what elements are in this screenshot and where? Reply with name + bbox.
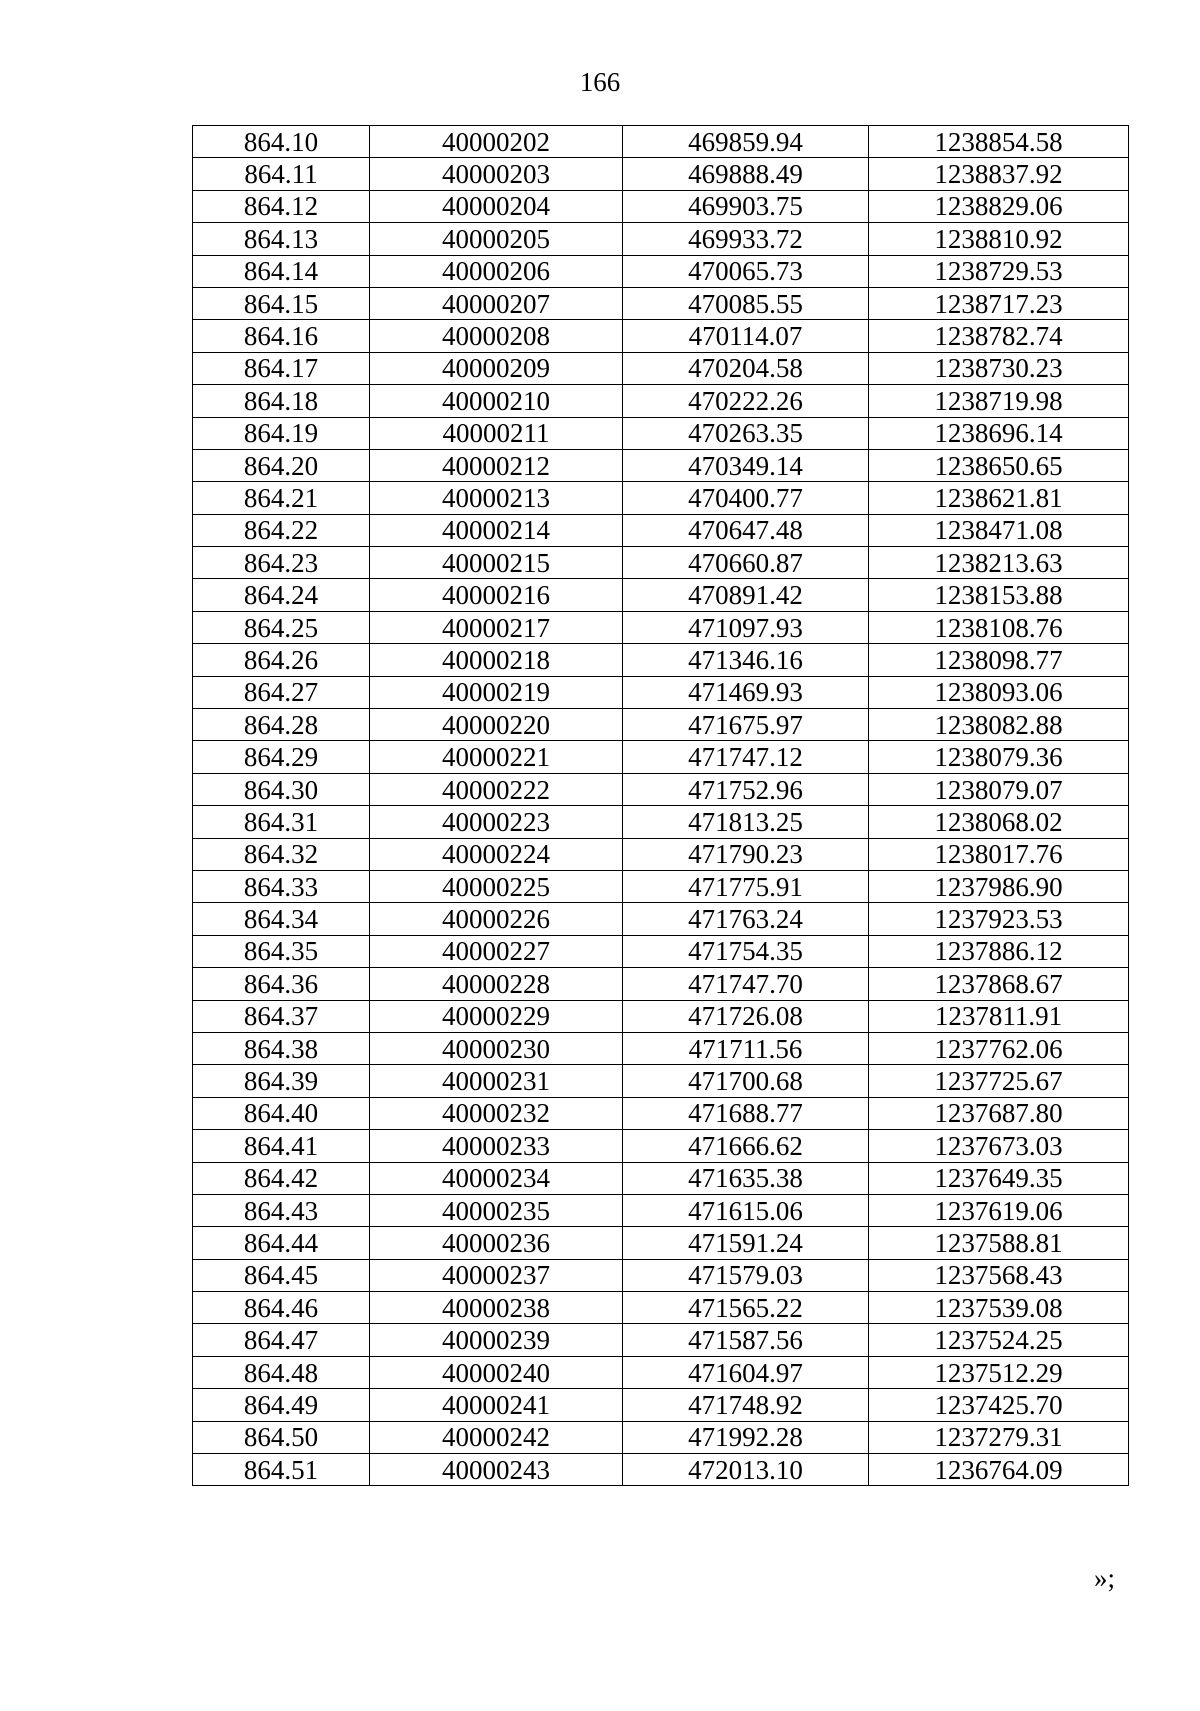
point-id-cell: 40000223 (370, 806, 623, 838)
table-row (193, 579, 1129, 611)
point-number-cell: 864.17 (193, 352, 370, 384)
point-number-cell: 864.18 (193, 385, 370, 417)
table-row (193, 1130, 1129, 1162)
point-number-cell: 864.24 (193, 579, 370, 611)
x-coordinate-cell: 471813.25 (623, 806, 869, 838)
x-coordinate-cell: 470065.73 (623, 255, 869, 287)
y-coordinate-cell: 1237762.06 (869, 1032, 1129, 1064)
table-row (193, 611, 1129, 643)
table-row (193, 903, 1129, 935)
y-coordinate-cell: 1238717.23 (869, 287, 1129, 319)
point-id-cell: 40000214 (370, 514, 623, 546)
point-number-cell: 864.19 (193, 417, 370, 449)
x-coordinate-cell: 470204.58 (623, 352, 869, 384)
point-number-cell: 864.30 (193, 773, 370, 805)
x-coordinate-cell: 471469.93 (623, 676, 869, 708)
x-coordinate-cell: 471591.24 (623, 1227, 869, 1259)
x-coordinate-cell: 471711.56 (623, 1032, 869, 1064)
point-number-cell: 864.48 (193, 1356, 370, 1388)
x-coordinate-cell: 471726.08 (623, 1000, 869, 1032)
x-coordinate-cell: 469903.75 (623, 190, 869, 222)
table-row (193, 352, 1129, 384)
y-coordinate-cell: 1238837.92 (869, 158, 1129, 190)
point-number-cell: 864.51 (193, 1454, 370, 1486)
point-id-cell: 40000212 (370, 449, 623, 481)
table-row (193, 1000, 1129, 1032)
y-coordinate-cell: 1237539.08 (869, 1292, 1129, 1324)
point-number-cell: 864.12 (193, 190, 370, 222)
y-coordinate-cell: 1237588.81 (869, 1227, 1129, 1259)
point-number-cell: 864.26 (193, 644, 370, 676)
x-coordinate-cell: 470400.77 (623, 482, 869, 514)
point-number-cell: 864.43 (193, 1194, 370, 1226)
x-coordinate-cell: 471579.03 (623, 1259, 869, 1291)
y-coordinate-cell: 1237923.53 (869, 903, 1129, 935)
table-row (193, 1421, 1129, 1453)
point-id-cell: 40000238 (370, 1292, 623, 1324)
point-number-cell: 864.46 (193, 1292, 370, 1324)
point-id-cell: 40000220 (370, 709, 623, 741)
point-number-cell: 864.49 (193, 1389, 370, 1421)
y-coordinate-cell: 1238079.36 (869, 741, 1129, 773)
x-coordinate-cell: 471635.38 (623, 1162, 869, 1194)
point-number-cell: 864.37 (193, 1000, 370, 1032)
table-row (193, 514, 1129, 546)
point-number-cell: 864.16 (193, 320, 370, 352)
x-coordinate-cell: 470114.07 (623, 320, 869, 352)
point-number-cell: 864.20 (193, 449, 370, 481)
y-coordinate-cell: 1238719.98 (869, 385, 1129, 417)
table-row (193, 1292, 1129, 1324)
point-number-cell: 864.44 (193, 1227, 370, 1259)
table-row (193, 773, 1129, 805)
point-id-cell: 40000222 (370, 773, 623, 805)
table-row (193, 806, 1129, 838)
x-coordinate-cell: 470263.35 (623, 417, 869, 449)
page-number: 166 (579, 67, 621, 97)
x-coordinate-cell: 470222.26 (623, 385, 869, 417)
table-row (193, 255, 1129, 287)
x-coordinate-cell: 471747.12 (623, 741, 869, 773)
table-row (193, 676, 1129, 708)
point-id-cell: 40000225 (370, 870, 623, 902)
point-number-cell: 864.39 (193, 1065, 370, 1097)
x-coordinate-cell: 469888.49 (623, 158, 869, 190)
table-row (193, 482, 1129, 514)
y-coordinate-cell: 1237687.80 (869, 1097, 1129, 1129)
point-number-cell: 864.22 (193, 514, 370, 546)
point-id-cell: 40000203 (370, 158, 623, 190)
y-coordinate-cell: 1238471.08 (869, 514, 1129, 546)
y-coordinate-cell: 1238650.65 (869, 449, 1129, 481)
x-coordinate-cell: 469933.72 (623, 223, 869, 255)
x-coordinate-cell: 470660.87 (623, 547, 869, 579)
point-id-cell: 40000202 (370, 126, 623, 158)
point-id-cell: 40000241 (370, 1389, 623, 1421)
table-row (193, 935, 1129, 967)
y-coordinate-cell: 1237279.31 (869, 1421, 1129, 1453)
closing-quote-mark: »; (1094, 1563, 1116, 1593)
point-id-cell: 40000219 (370, 676, 623, 708)
x-coordinate-cell: 471992.28 (623, 1421, 869, 1453)
table-row (193, 385, 1129, 417)
x-coordinate-cell: 471700.68 (623, 1065, 869, 1097)
table-row (193, 158, 1129, 190)
table-row (193, 223, 1129, 255)
point-id-cell: 40000234 (370, 1162, 623, 1194)
point-number-cell: 864.42 (193, 1162, 370, 1194)
x-coordinate-cell: 471752.96 (623, 773, 869, 805)
point-id-cell: 40000208 (370, 320, 623, 352)
y-coordinate-cell: 1238017.76 (869, 838, 1129, 870)
point-number-cell: 864.40 (193, 1097, 370, 1129)
point-id-cell: 40000237 (370, 1259, 623, 1291)
point-id-cell: 40000243 (370, 1454, 623, 1486)
table-row (193, 1259, 1129, 1291)
point-id-cell: 40000217 (370, 611, 623, 643)
table-row (193, 968, 1129, 1000)
y-coordinate-cell: 1238854.58 (869, 126, 1129, 158)
point-number-cell: 864.41 (193, 1130, 370, 1162)
point-number-cell: 864.10 (193, 126, 370, 158)
x-coordinate-cell: 471565.22 (623, 1292, 869, 1324)
point-number-cell: 864.27 (193, 676, 370, 708)
point-id-cell: 40000213 (370, 482, 623, 514)
table-row (193, 1324, 1129, 1356)
point-id-cell: 40000216 (370, 579, 623, 611)
y-coordinate-cell: 1237568.43 (869, 1259, 1129, 1291)
x-coordinate-cell: 471775.91 (623, 870, 869, 902)
point-number-cell: 864.50 (193, 1421, 370, 1453)
coordinates-table (192, 125, 1129, 1486)
table-row (193, 1454, 1129, 1486)
x-coordinate-cell: 471754.35 (623, 935, 869, 967)
table-row (193, 190, 1129, 222)
table-row (193, 287, 1129, 319)
table-row (193, 1356, 1129, 1388)
table-row (193, 1194, 1129, 1226)
x-coordinate-cell: 472013.10 (623, 1454, 869, 1486)
point-id-cell: 40000235 (370, 1194, 623, 1226)
point-id-cell: 40000226 (370, 903, 623, 935)
point-number-cell: 864.15 (193, 287, 370, 319)
x-coordinate-cell: 471763.24 (623, 903, 869, 935)
point-number-cell: 864.38 (193, 1032, 370, 1064)
table-row (193, 1389, 1129, 1421)
point-number-cell: 864.32 (193, 838, 370, 870)
point-id-cell: 40000209 (370, 352, 623, 384)
x-coordinate-cell: 470891.42 (623, 579, 869, 611)
x-coordinate-cell: 471666.62 (623, 1130, 869, 1162)
x-coordinate-cell: 471587.56 (623, 1324, 869, 1356)
x-coordinate-cell: 471748.92 (623, 1389, 869, 1421)
x-coordinate-cell: 471097.93 (623, 611, 869, 643)
point-number-cell: 864.31 (193, 806, 370, 838)
point-id-cell: 40000204 (370, 190, 623, 222)
y-coordinate-cell: 1237868.67 (869, 968, 1129, 1000)
y-coordinate-cell: 1237811.91 (869, 1000, 1129, 1032)
point-number-cell: 864.35 (193, 935, 370, 967)
point-number-cell: 864.34 (193, 903, 370, 935)
point-number-cell: 864.47 (193, 1324, 370, 1356)
point-number-cell: 864.36 (193, 968, 370, 1000)
table-row (193, 1097, 1129, 1129)
point-id-cell: 40000229 (370, 1000, 623, 1032)
point-number-cell: 864.28 (193, 709, 370, 741)
point-id-cell: 40000205 (370, 223, 623, 255)
y-coordinate-cell: 1238093.06 (869, 676, 1129, 708)
point-id-cell: 40000227 (370, 935, 623, 967)
x-coordinate-cell: 471615.06 (623, 1194, 869, 1226)
x-coordinate-cell: 471604.97 (623, 1356, 869, 1388)
y-coordinate-cell: 1238213.63 (869, 547, 1129, 579)
point-number-cell: 864.33 (193, 870, 370, 902)
table-row (193, 1065, 1129, 1097)
point-id-cell: 40000233 (370, 1130, 623, 1162)
x-coordinate-cell: 471346.16 (623, 644, 869, 676)
point-id-cell: 40000231 (370, 1065, 623, 1097)
y-coordinate-cell: 1238810.92 (869, 223, 1129, 255)
table-row (193, 1032, 1129, 1064)
point-id-cell: 40000228 (370, 968, 623, 1000)
table-row (193, 449, 1129, 481)
point-number-cell: 864.14 (193, 255, 370, 287)
x-coordinate-cell: 471688.77 (623, 1097, 869, 1129)
point-id-cell: 40000221 (370, 741, 623, 773)
table-row (193, 320, 1129, 352)
y-coordinate-cell: 1238829.06 (869, 190, 1129, 222)
table-row (193, 870, 1129, 902)
y-coordinate-cell: 1238082.88 (869, 709, 1129, 741)
y-coordinate-cell: 1237649.35 (869, 1162, 1129, 1194)
x-coordinate-cell: 470085.55 (623, 287, 869, 319)
coordinates-table-body (193, 126, 1129, 1486)
y-coordinate-cell: 1238782.74 (869, 320, 1129, 352)
x-coordinate-cell: 470349.14 (623, 449, 869, 481)
y-coordinate-cell: 1238729.53 (869, 255, 1129, 287)
y-coordinate-cell: 1238730.23 (869, 352, 1129, 384)
point-id-cell: 40000206 (370, 255, 623, 287)
point-number-cell: 864.45 (193, 1259, 370, 1291)
point-id-cell: 40000242 (370, 1421, 623, 1453)
point-id-cell: 40000239 (370, 1324, 623, 1356)
table-row (193, 547, 1129, 579)
y-coordinate-cell: 1238079.07 (869, 773, 1129, 805)
point-id-cell: 40000210 (370, 385, 623, 417)
point-id-cell: 40000211 (370, 417, 623, 449)
y-coordinate-cell: 1237524.25 (869, 1324, 1129, 1356)
x-coordinate-cell: 471747.70 (623, 968, 869, 1000)
table-row (193, 417, 1129, 449)
point-id-cell: 40000207 (370, 287, 623, 319)
y-coordinate-cell: 1238153.88 (869, 579, 1129, 611)
y-coordinate-cell: 1237886.12 (869, 935, 1129, 967)
y-coordinate-cell: 1237725.67 (869, 1065, 1129, 1097)
y-coordinate-cell: 1238098.77 (869, 644, 1129, 676)
point-number-cell: 864.29 (193, 741, 370, 773)
x-coordinate-cell: 471790.23 (623, 838, 869, 870)
point-number-cell: 864.21 (193, 482, 370, 514)
y-coordinate-cell: 1238108.76 (869, 611, 1129, 643)
point-id-cell: 40000240 (370, 1356, 623, 1388)
point-id-cell: 40000218 (370, 644, 623, 676)
point-id-cell: 40000230 (370, 1032, 623, 1064)
y-coordinate-cell: 1238621.81 (869, 482, 1129, 514)
table-row (193, 1227, 1129, 1259)
x-coordinate-cell: 471675.97 (623, 709, 869, 741)
y-coordinate-cell: 1238068.02 (869, 806, 1129, 838)
y-coordinate-cell: 1237673.03 (869, 1130, 1129, 1162)
point-number-cell: 864.23 (193, 547, 370, 579)
y-coordinate-cell: 1238696.14 (869, 417, 1129, 449)
table-row (193, 644, 1129, 676)
x-coordinate-cell: 469859.94 (623, 126, 869, 158)
point-id-cell: 40000215 (370, 547, 623, 579)
point-number-cell: 864.13 (193, 223, 370, 255)
y-coordinate-cell: 1236764.09 (869, 1454, 1129, 1486)
y-coordinate-cell: 1237512.29 (869, 1356, 1129, 1388)
table-row (193, 126, 1129, 158)
table-row (193, 838, 1129, 870)
table-row (193, 741, 1129, 773)
point-id-cell: 40000224 (370, 838, 623, 870)
point-number-cell: 864.25 (193, 611, 370, 643)
point-number-cell: 864.11 (193, 158, 370, 190)
point-id-cell: 40000232 (370, 1097, 623, 1129)
y-coordinate-cell: 1237425.70 (869, 1389, 1129, 1421)
y-coordinate-cell: 1237619.06 (869, 1194, 1129, 1226)
table-row (193, 709, 1129, 741)
x-coordinate-cell: 470647.48 (623, 514, 869, 546)
point-id-cell: 40000236 (370, 1227, 623, 1259)
y-coordinate-cell: 1237986.90 (869, 870, 1129, 902)
table-row (193, 1162, 1129, 1194)
